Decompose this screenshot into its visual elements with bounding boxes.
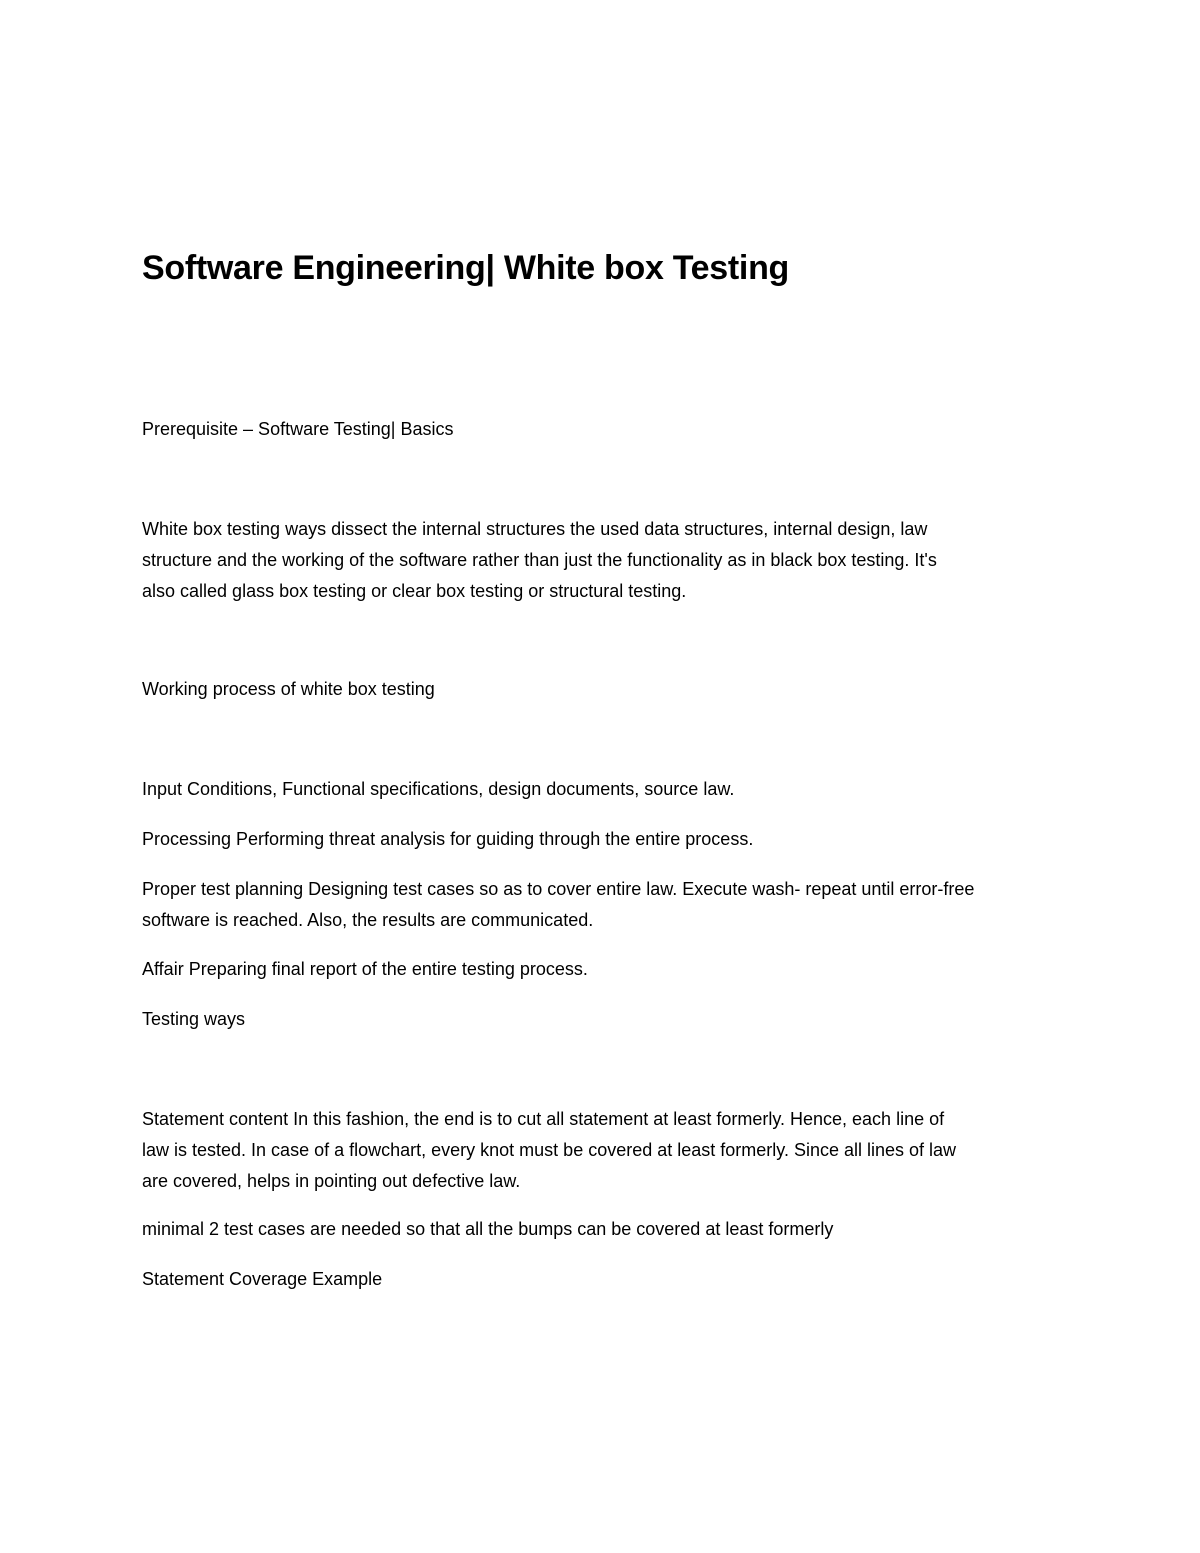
statement-content-paragraph [142,1104,1062,1197]
minimal-test-cases-paragraph [142,1214,1062,1245]
paragraph-line: software is reached. Also, the results are communicated. [142,910,594,930]
input-paragraph [142,774,1062,805]
section-heading-working-process [142,674,1062,705]
test-planning-paragraph [142,874,1062,936]
paragraph-line: Statement Coverage Example [142,1269,383,1289]
paragraph-line: are covered, helps in pointing out defective law. [142,1171,521,1191]
paragraph-line: Testing ways [142,1009,246,1029]
paragraph-line: Working process of white box testing [142,679,435,699]
paragraph-line: also called glass box testing or clear box testing or structural testing. [142,581,687,601]
paragraph-line: Affair Preparing final report of the entire testing process. [142,959,588,979]
paragraph-line: Processing Performing threat analysis for guiding through the entire process. [142,829,754,849]
paragraph-line: law is tested. In case of a flowchart, every knot must be covered at least formerly. Since all lines of law [142,1140,957,1160]
prerequisite-paragraph [142,414,1062,445]
paragraph-line: Prerequisite – Software Testing| Basics [142,419,454,439]
affair-paragraph [142,954,1062,985]
intro-paragraph [142,514,1062,607]
paragraph-line: Proper test planning Designing test cases so as to cover entire law. Execute wash- repeat until error-free [142,879,975,899]
statement-coverage-example-heading [142,1264,1062,1295]
paragraph-line: White box testing ways dissect the internal structures the used data structures, internal design, law [142,519,928,539]
paragraph-line: minimal 2 test cases are needed so that all the bumps can be covered at least formerly [142,1219,834,1239]
section-heading-testing-ways [142,1004,1062,1035]
document-title: Software Engineering| White box Testing [142,249,790,287]
processing-paragraph [142,824,1062,855]
paragraph-line: Input Conditions, Functional specifications, design documents, source law. [142,779,735,799]
paragraph-line: Statement content In this fashion, the end is to cut all statement at least formerly. Hence, each line of [142,1109,945,1129]
paragraph-line: structure and the working of the software rather than just the functionality as in black box testing. It's [142,550,937,570]
